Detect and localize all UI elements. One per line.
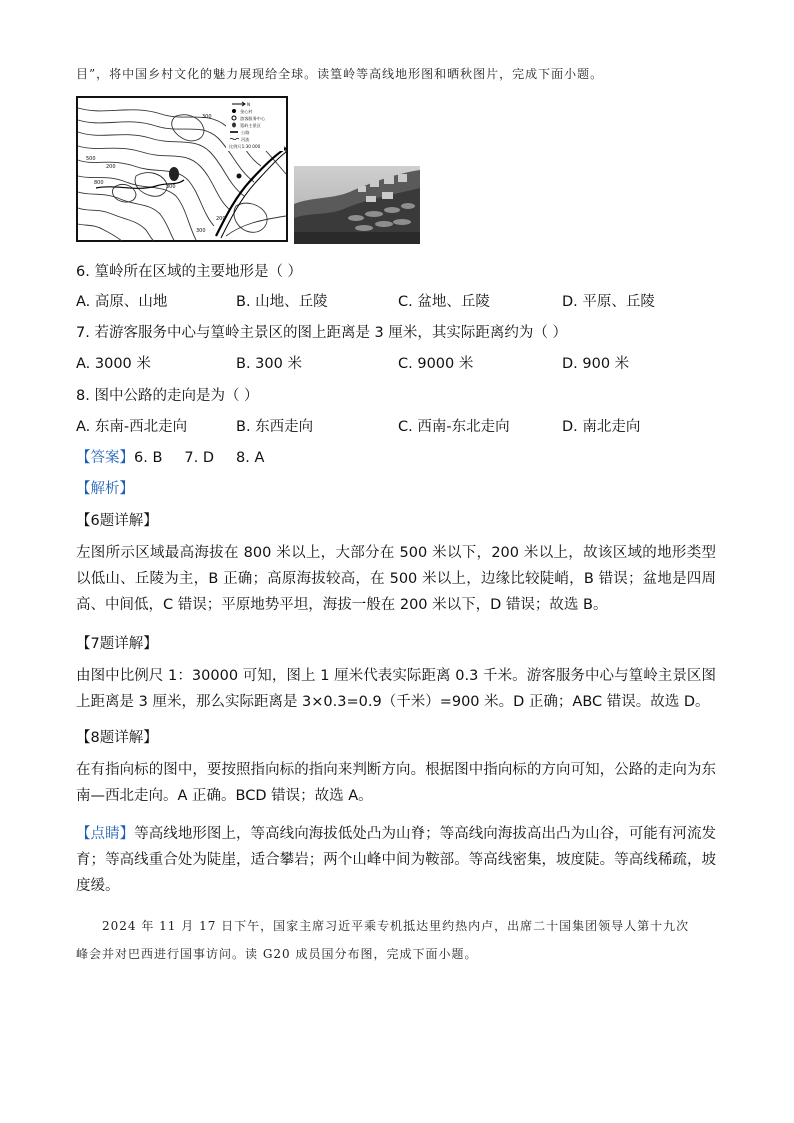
next-intro-line-2: 峰会并对巴西进行国事访问。读 G20 成员国分布图，完成下面小题。: [76, 947, 478, 961]
legend-scale: 比例尺1:30 000: [229, 144, 261, 149]
tip-text: 等高线地形图上，等高线向海拔低处凸为山脊；等高线向海拔高出凸为山谷，可能有河流发育；等高线重合处为陡崖，适合攀岩；两个山峰中间为鞍部。等高线密集，坡度陡。等高线稀疏，坡度缓。: [76, 826, 716, 894]
q6-option-d[interactable]: D. 平原、丘陵: [562, 294, 655, 310]
question-8-stem: 8. 图中公路的走向是为（ ）: [76, 388, 259, 404]
question-6-stem: 6. 篁岭所在区域的主要地形是（ ）: [76, 264, 303, 280]
q7-option-c[interactable]: C. 9000 米: [398, 356, 474, 372]
detail-7-title: 【7题详解】: [76, 636, 158, 652]
answer-label: 【答案】: [76, 450, 134, 466]
intro-text: 目”，将中国乡村文化的魅力展现给全球。读篁岭等高线地形图和晒秋图片，完成下面小题。: [76, 67, 604, 81]
village-icon: [232, 109, 236, 113]
detail-6-title: 【6题详解】: [76, 513, 158, 529]
q6-option-a[interactable]: A. 高原、山地: [76, 294, 168, 310]
map-legend: [226, 99, 284, 151]
legend-river: 河流: [241, 137, 250, 142]
analysis-label: 【解析】: [76, 481, 134, 497]
legend-visitor-center: 游客服务中心: [240, 116, 266, 121]
question-7-stem: 7. 若游客服务中心与篁岭主景区的图上距离是 3 厘米，其实际距离约为（ ）: [76, 325, 567, 341]
tip-paragraph: [76, 821, 716, 899]
contour-label: 200: [106, 164, 116, 170]
q6-option-c[interactable]: C. 盆地、丘陵: [398, 294, 490, 310]
q6-option-b[interactable]: B. 山地、丘陵: [236, 294, 328, 310]
q8-option-d[interactable]: D. 南北走向: [562, 419, 641, 435]
answer-6: 6. B: [134, 450, 163, 466]
contour-label: 200: [216, 216, 226, 222]
legend-village: 金心村: [240, 109, 253, 114]
q7-option-a[interactable]: A. 3000 米: [76, 356, 151, 372]
detail-7-text: 由图中比例尺 1：30000 可知，图上 1 厘米代表实际距离 0.3 千米。游客服务中心与篁岭主景区图上距离是 3 厘米，那么实际距离是 3×0.3=0.9（千米）=900 米。D 正确；ABC 错误。故选 D。: [76, 668, 716, 710]
village-photo: [294, 166, 420, 244]
q8-option-b[interactable]: B. 东西走向: [236, 419, 314, 435]
q7-option-b[interactable]: B. 300 米: [236, 356, 302, 372]
q8-option-c[interactable]: C. 西南-东北走向: [398, 419, 510, 435]
answer-8: 8. A: [236, 450, 265, 466]
contour-label: 300: [166, 184, 176, 190]
next-intro-line-1: 2024 年 11 月 17 日下午，国家主席习近平乘专机抵达里约热内卢，出席二十国集团领导人第十九次: [102, 919, 690, 933]
detail-8-text: 在有指向标的图中，要按照指向标的指向来判断方向。根据图中指向标的方向可知，公路的走向为东南—西北走向。A 正确。BCD 错误；故选 A。: [76, 762, 716, 804]
detail-6-text: 左图所示区域最高海拔在 800 米以上，大部分在 500 米以下，200 米以上，故该区域的地形类型以低山、丘陵为主，B 正确；高原海拔较高，在 500 米以上，边缘比较陡峭，B 错误；盆地是四周高、中间低，C 错误；平原地势平坦，海拔一般在 200 米以下，D 错误；故选 B。: [76, 545, 716, 613]
legend-road: 公路: [241, 130, 250, 135]
contour-map-figure: [76, 96, 288, 242]
q8-option-a[interactable]: A. 东南-西北走向: [76, 419, 188, 435]
contour-label: 300: [196, 228, 206, 234]
detail-8-title: 【8题详解】: [76, 730, 158, 746]
legend-scenic-area: 篁岭主景区: [240, 123, 261, 128]
answer-line: [76, 448, 264, 468]
tip-label: 【点睛】: [76, 826, 135, 842]
q7-option-d[interactable]: D. 900 米: [562, 356, 630, 372]
contour-label: 800: [94, 180, 104, 186]
legend-north: N: [247, 102, 251, 107]
scenic-area-icon: [232, 123, 236, 128]
contour-label: 300: [202, 114, 212, 120]
contour-label: 500: [86, 156, 96, 162]
answer-7: 7. D: [184, 450, 215, 466]
